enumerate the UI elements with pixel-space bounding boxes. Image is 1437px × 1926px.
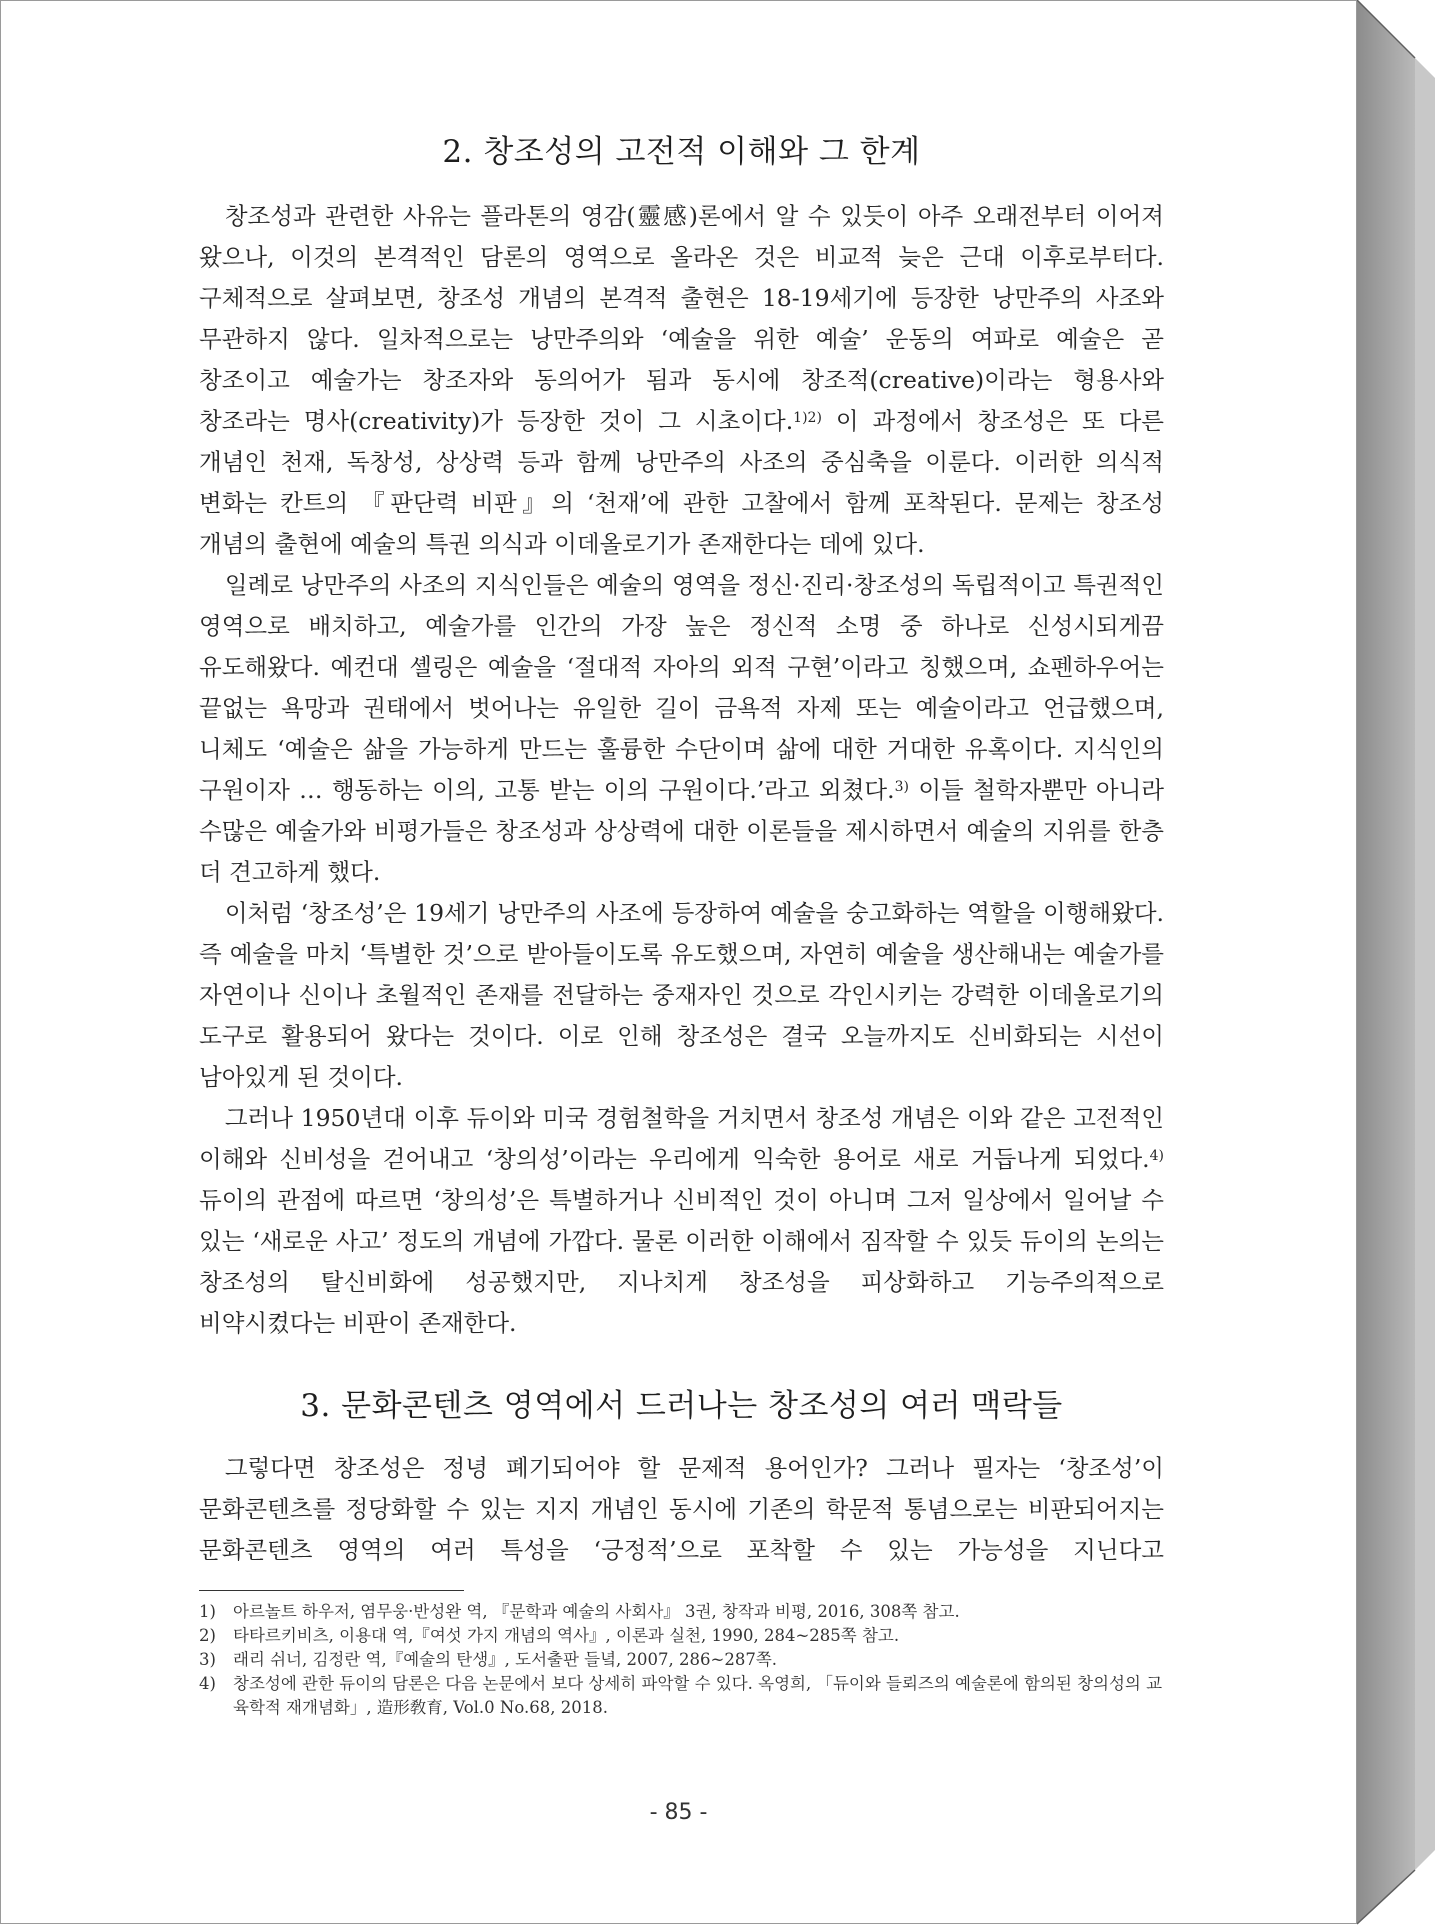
footnote-2: 2) 타타르키비츠, 이용대 역,『여섯 가지 개념의 역사』, 이론과 실천, 1990, 284~285쪽 참고. [199, 1626, 900, 1645]
footnote-ref[interactable]: 4) [1149, 1148, 1164, 1164]
section-2-body [199, 196, 1164, 1344]
paragraph: 이처럼 ‘창조성’은 19세기 낭만주의 사조에 등장하여 예술을 숭고화하는 역할을 이행해왔다. 즉 예술을 마치 ‘특별한 것’으로 받아들이도록 유도했으며, 자연히 예술을 생산해내는 예술가를 자연이나 신이나 초월적인 존재를 전달하는 중재자인 것으로 각인시키는 강력한 이데올로기의 도구로 활용되어 왔다는 것이다. 이로 인해 창조성은 결국 오늘까지도 신비화되는 시선이 남아있게 된 것이다. [199, 899, 1164, 1091]
page-number: - 85 - [649, 1800, 708, 1825]
paragraph: 그러나 1950년대 이후 듀이와 미국 경험철학을 거치면서 창조성 개념은 이와 같은 고전적인 이해와 신비성을 걷어내고 ‘창의성’이라는 우리에게 익숙한 용어로 새로 거듭나게 되었다.$^{4)}$ 듀이의 관점에 따르면 ‘창의성’은 특별하거나 신비적인 것이 아니며 그저 일상에서 일어날 수 있는 ‘새로운 사고’ 정도의 개념에 가깝다. 물론 이러한 이해에서 짐작할 수 있듯 듀이의 논의는 창조성의 탈신비화에 성공했지만, 지나치게 창조성을 피상화하고 기능주의적으로 비약시켰다는 비판이 존재한다. [199, 1104, 1164, 1337]
paragraph: 창조성과 관련한 사유는 플라톤의 영감(靈感)론에서 알 수 있듯이 아주 오래전부터 이어져 왔으나, 이것의 본격적인 담론의 영역으로 올라온 것은 비교적 늦은 근대 이후로부터다. 구체적으로 살펴보면, 창조성 개념의 본격적 출현은 18-19세기에 등장한 낭만주의 사조와 무관하지 않다. 일차적으로는 낭만주의와 ‘예술을 위한 예술’ 운동의 여파로 예술은 곧 창조이고 예술가는 창조자와 동의어가 됨과 동시에 창조적(creative)이라는 형용사와 창조라는 명사(creativity)가 등장한 것이 그 시초이다.$^{1)2)}$ 이 과정에서 창조성은 또 다른 개념인 천재, 독창성, 상상력 등과 함께 낭만주의 사조의 중심축을 이룬다. 이러한 의식적 변화는 칸트의 『판단력 비판』의 ‘천재’에 관한 고찰에서 함께 포착된다. 문제는 창조성 개념의 출현에 예술의 특권 의식과 이데올로기가 존재한다는 데에 있다. [199, 202, 1164, 558]
footnote-4: 4) 창조성에 관한 듀이의 담론은 다음 논문에서 보다 상세히 파악할 수 있다. 옥영희, 「듀이와 들뢰즈의 예술론에 함의된 창의성의 교육학적 재개념화」, 造形敎育, Vol.0 No.68, 2018. [199, 1674, 1163, 1717]
section-3-body [199, 1448, 1164, 1571]
footnote-ref[interactable]: 3) [894, 779, 909, 795]
footnote-divider [199, 1590, 464, 1591]
paragraph: 일례로 낭만주의 사조의 지식인들은 예술의 영역을 정신·진리·창조성의 독립적이고 특권적인 영역으로 배치하고, 예술가를 인간의 가장 높은 정신적 소명 중 하나로 신성시되게끔 유도해왔다. 예컨대 셸링은 예술을 ‘절대적 자아의 외적 구현’이라고 칭했으며, 쇼펜하우어는 끝없는 욕망과 권태에서 벗어나는 유일한 길이 금욕적 자제 또는 예술이라고 언급했으며, 니체도 ‘예술은 삶을 가능하게 만드는 훌륭한 수단이며 삶에 대한 거대한 유혹이다. 지식인의 구원이자 … 행동하는 이의, 고통 받는 이의 구원이다.’라고 외쳤다.$^{3)}$ 이들 철학자뿐만 아니라 수많은 예술가와 비평가들은 창조성과 상상력에 대한 이론들을 제시하면서 예술의 지위를 한층 더 견고하게 했다. [199, 571, 1165, 886]
footnote-1: 1) 아르놀트 하우저, 염무웅·반성완 역, 『문학과 예술의 사회사』 3권, 창작과 비평, 2016, 308쪽 참고. [199, 1602, 960, 1621]
section-2-title: 2. 창조성의 고전적 이해와 그 한계 [442, 134, 921, 170]
footnotes [199, 1600, 1164, 1720]
paragraph: 그렇다면 창조성은 정녕 폐기되어야 할 문제적 용어인가? 그러나 필자는 ‘창조성’이 문화콘텐츠를 정당화할 수 있는 지지 개념인 동시에 기존의 학문적 통념으로는 비판되어지는 문화콘텐츠 영역의 여러 특성을 ‘긍정적’으로 포착할 수 있는 가능성을 지닌다고 [199, 1454, 1164, 1564]
page-stack-edge [1357, 0, 1437, 1926]
section-3-title: 3. 문화콘텐츠 영역에서 드러나는 창조성의 여러 맥락들 [300, 1388, 1063, 1424]
footnote-3: 3) 래리 쉬너, 김정란 역,『예술의 탄생』, 도서출판 들녘, 2007, 286~287쪽. [199, 1650, 778, 1669]
footnote-ref[interactable]: 1)2) [793, 410, 822, 426]
